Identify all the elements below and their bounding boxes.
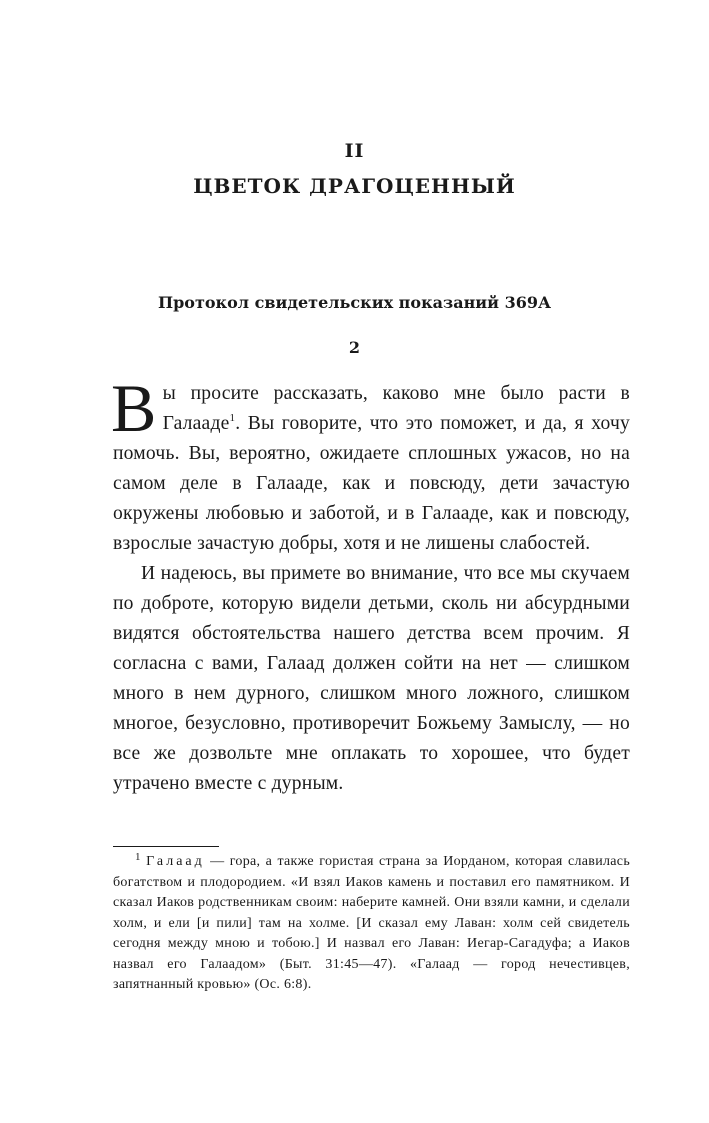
footnote-text: — гора, а также гористая страна за Иорданом, которая славилась богатством и плодородием. «И взял Иаков камень и поставил его памятником. И сказал Иаков родственникам своим: наберите камней. Они взяли камни, и сделали холм, и ели [и пили] там на холме. [И сказал ему Лаван: холм сей свидетель сегодня между мною и тобою.] И назвал его Лаван: Иегар-Сагадуфа; а Иаков назвал его Галаадом» (Быт. 31:45—47). «Галаад — город нечестивцев, запятнанный кровью» (Ос. 6:8).	[113, 854, 631, 992]
part-number: II	[344, 140, 365, 162]
section-title: Протокол свидетельских показаний 369А	[157, 293, 552, 312]
paragraph-2: И надеюсь, вы примете во внимание, что все мы скучаем по доброте, которую видели детьми, сколь ни абсурдными видятся обстоятельства нашего детства всем прочим. Я согласна с вами, Галаад должен сойти на нет — слишком много в нем дурного, слишком много ложного, слишком многое, безусловно, противоречит Божьему Замыслу, — но все же дозвольте мне оплакать то хорошее, что будет утрачено вместе с дурным.	[113, 563, 630, 794]
drop-cap: В	[111, 370, 157, 446]
paragraph-1	[111, 370, 630, 559]
footnote-reference[interactable]: 1	[229, 412, 236, 424]
paragraph-1-text-end: . Вы говорите, что это поможет, и да, я хочу помочь. Вы, вероятно, ожидаете сплошных ужасов, но на самом деле в Галааде, как и повсюду, дети зачастую окружены любовью и заботой, и в Галааде, как и повсюду, взрослые зачастую добры, хотя и не лишены слабостей.	[113, 413, 630, 554]
paragraph-1-text-start: ы просите рассказать, каково мне было расти в Галааде	[162, 383, 630, 434]
section-number: 2	[348, 338, 361, 357]
footnote-term: Галаад	[146, 854, 205, 869]
body-text	[111, 370, 630, 799]
footnote	[113, 852, 630, 996]
footnote-divider	[113, 846, 219, 847]
footnote-number: 1	[135, 851, 141, 863]
part-title: ЦВЕТОК ДРАГОЦЕННЫЙ	[193, 174, 516, 198]
